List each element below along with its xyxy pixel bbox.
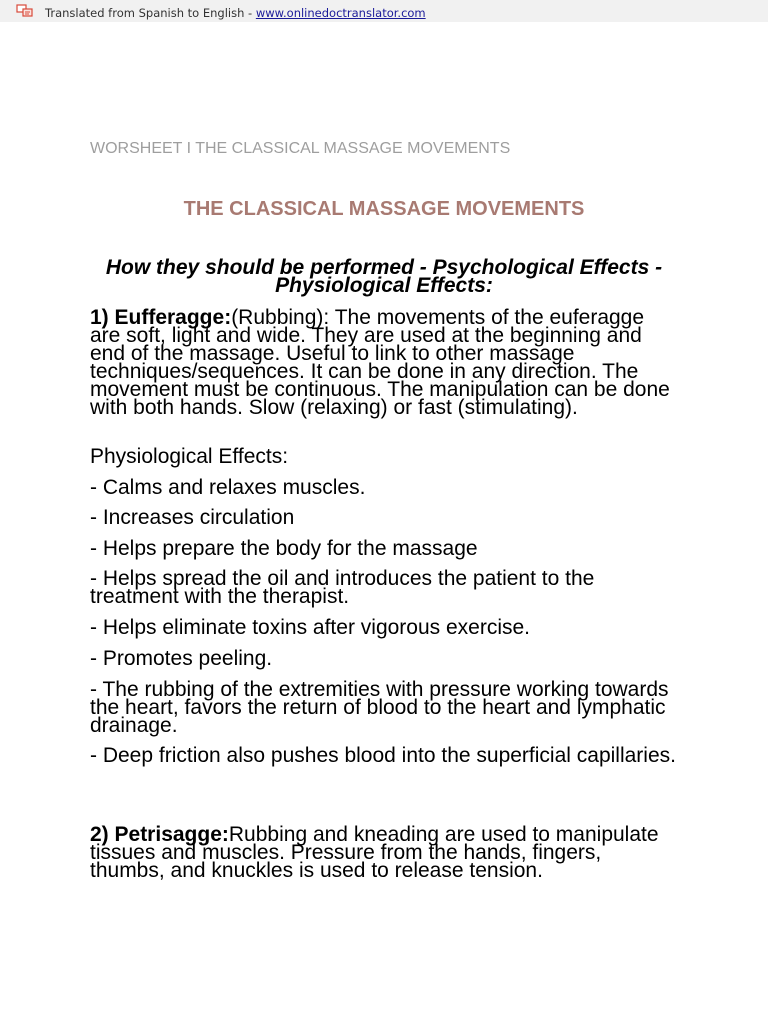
section2-text: Rubbing and kneading are used to manipulate tissues and muscles. Pressure from the hands, fingers, thumbs, and knuckles is used to release tension.	[90, 823, 659, 882]
effect-item: - Helps eliminate toxins after vigorous exercise.	[90, 616, 531, 639]
effect-item: - Calms and relaxes muscles.	[90, 476, 366, 499]
effect-item: - Increases circulation	[90, 506, 295, 529]
section2-heading: 2) Petrisagge:	[90, 823, 229, 846]
effect-item: - Promotes peeling.	[90, 647, 273, 670]
effect-item: - Helps spread the oil and introduces the patient to the treatment with the therapist.	[90, 567, 595, 608]
worksheet-header: WORSHEET I THE CLASSICAL MASSAGE MOVEMENTS	[90, 140, 511, 157]
page-title: THE CLASSICAL MASSAGE MOVEMENTS	[183, 198, 585, 220]
translator-banner	[0, 0, 768, 22]
effects-heading: Physiological Effects:	[90, 445, 289, 468]
banner-prefix: Translated from Spanish to English -	[45, 6, 256, 20]
effect-item: - Helps prepare the body for the massage	[90, 537, 478, 560]
translator-logo-icon	[16, 3, 34, 17]
section1-paragraph	[90, 306, 680, 419]
translator-link[interactable]: www.onlinedoctranslator.com	[255, 6, 426, 20]
effect-item: - The rubbing of the extremities with pressure working towards the heart, favors the return of blood to the heart and lymphatic drainage.	[90, 678, 669, 737]
banner-text	[45, 6, 426, 20]
effect-item: - Deep friction also pushes blood into the superficial capillaries.	[90, 744, 676, 767]
subtitle: How they should be performed - Psychological Effects - Physiological Effects:	[105, 256, 663, 297]
section1-text: (Rubbing): The movements of the euferagge are soft, light and wide. They are used at the beginning and end of the massage. Useful to link to other massage techniques/sequences. It can be done in any direction. The movement must be continuous. The manipulation can be done with both hands. Slow (relaxing) or fast (stimulating).	[90, 306, 670, 419]
section1-heading: 1) Eufferagge:	[90, 306, 232, 329]
section2-paragraph	[90, 823, 680, 882]
